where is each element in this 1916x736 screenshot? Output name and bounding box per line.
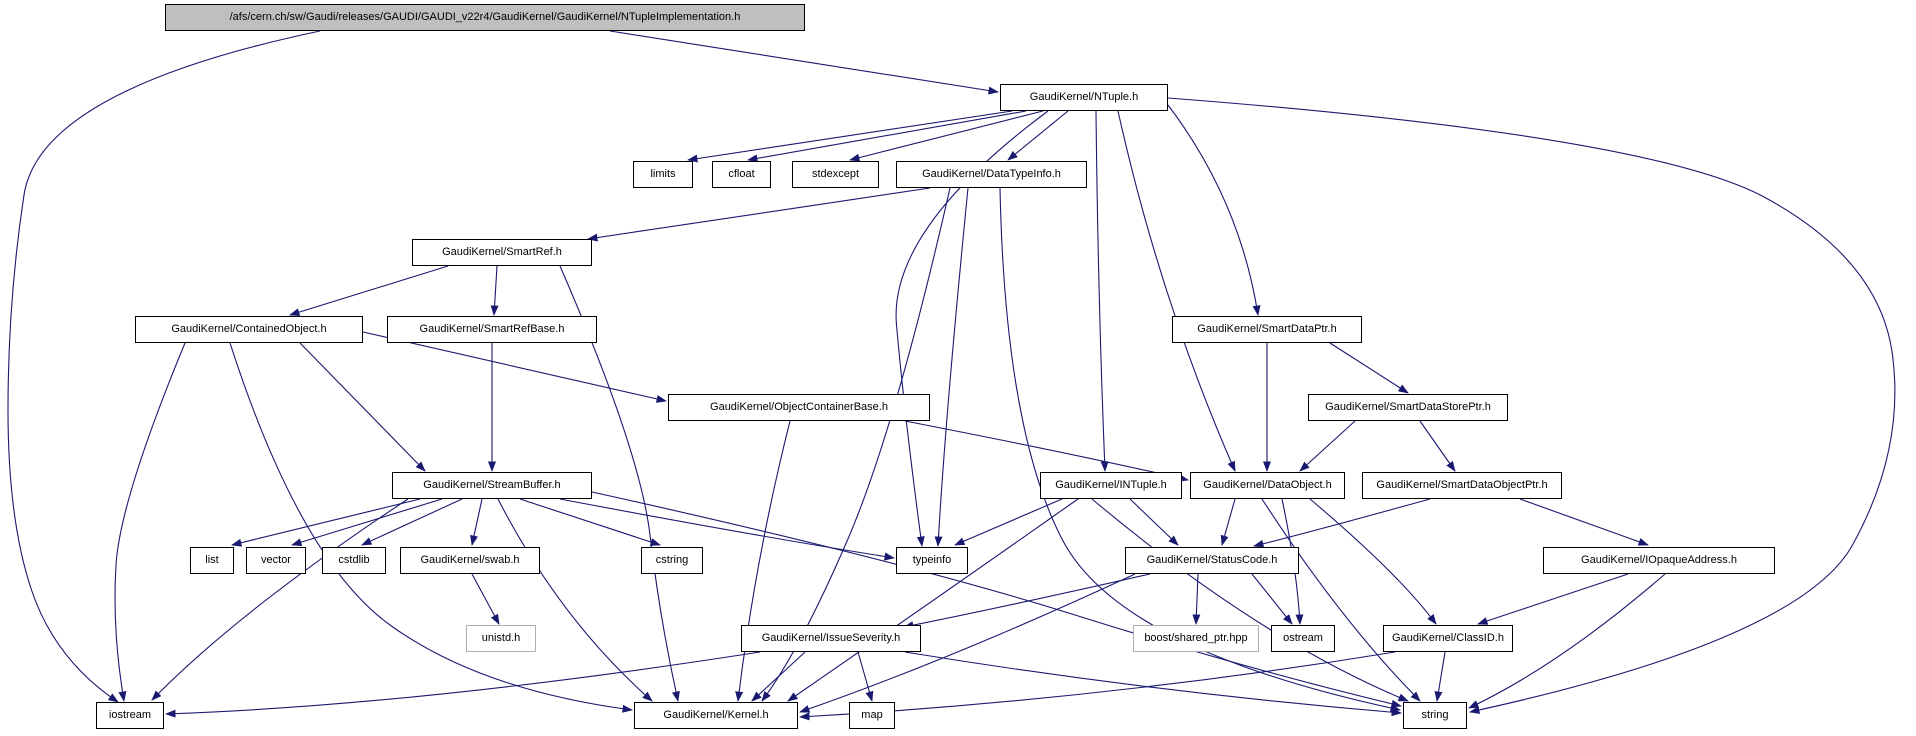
node-dataobject[interactable]: GaudiKernel/DataObject.h [1190,472,1345,499]
node-swab[interactable]: GaudiKernel/swab.h [400,547,540,574]
edge-root-iostream [8,31,320,702]
edge-smartdatastoreptr-smartdataobjectptr [1420,421,1455,471]
edge-smartref-containedobject [290,266,448,315]
edge-dataobject-string [1262,499,1420,701]
edge-ntuple-cfloat [748,111,1026,160]
edge-issueseverity-map [858,652,872,701]
node-objectcontainerbase[interactable]: GaudiKernel/ObjectContainerBase.h [668,394,930,421]
node-issueseverity[interactable]: GaudiKernel/IssueSeverity.h [741,625,921,652]
edge-statuscode-ostream [1252,574,1292,624]
edge-smartdataobjectptr-iopaqueaddress [1520,499,1648,545]
node-limits: limits [633,161,693,188]
node-ostream: ostream [1271,625,1335,652]
edge-smartdataobjectptr-statuscode [1254,499,1430,546]
edge-intuple-string [1092,499,1408,701]
node-map: map [849,702,895,729]
node-streambuffer[interactable]: GaudiKernel/StreamBuffer.h [392,472,592,499]
edge-ntuple-string [1168,98,1895,712]
edge-containedobject-streambuffer [300,343,425,471]
node-string: string [1403,702,1467,729]
edge-datatypeinfo-typeinfo [938,188,968,546]
node-smartrefbase[interactable]: GaudiKernel/SmartRefBase.h [387,316,597,343]
node-containedobject[interactable]: GaudiKernel/ContainedObject.h [135,316,363,343]
node-unistd: unistd.h [466,625,536,652]
node-vector: vector [246,547,306,574]
edge-ntuple-smartdataptr [1168,105,1258,315]
edge-streambuffer-iostream [152,499,408,700]
edge-intuple-statuscode [1130,499,1178,545]
edge-smartdatastoreptr-dataobject [1300,421,1355,471]
edge-root-ntuple [610,31,998,92]
node-intuple[interactable]: GaudiKernel/INTuple.h [1040,472,1182,499]
node-cfloat: cfloat [712,161,771,188]
edge-iopaqueaddress-classid [1478,574,1628,624]
node-classid[interactable]: GaudiKernel/ClassID.h [1383,625,1513,652]
edge-ntuple-limits [688,111,1012,160]
node-root: /afs/cern.ch/sw/Gaudi/releases/GAUDI/GAUDI_v22r4/GaudiKernel/GaudiKernel/NTupleImplementation.h [165,4,805,31]
edge-issueseverity-kernel [752,652,805,701]
edge-containedobject-iostream [115,343,185,701]
node-statuscode[interactable]: GaudiKernel/StatusCode.h [1125,547,1299,574]
edge-ntuple-intuple [1096,111,1105,471]
node-stdexcept: stdexcept [792,161,879,188]
edge-objectcontainerbase-kernel [738,421,790,701]
node-boost: boost/shared_ptr.hpp [1133,625,1259,652]
edge-streambuffer-list [232,499,420,545]
edge-smartref-smartrefbase [494,266,497,315]
node-ntuple[interactable]: GaudiKernel/NTuple.h [1000,84,1168,111]
edge-streambuffer-cstring [520,499,660,545]
node-smartdataptr[interactable]: GaudiKernel/SmartDataPtr.h [1172,316,1362,343]
edge-swab-unistd [472,574,499,624]
edge-dataobject-classid [1310,499,1436,624]
edge-streambuffer-vector [292,499,442,545]
edge-ntuple-dataobject [1118,111,1235,471]
edge-containedobject-kernel [230,343,632,710]
edge-streambuffer-swab [472,499,482,545]
node-cstring: cstring [641,547,703,574]
edge-smartdataptr-smartdatastoreptr [1330,343,1408,393]
node-smartref[interactable]: GaudiKernel/SmartRef.h [412,239,592,266]
edge-statuscode-boost [1196,574,1198,624]
node-kernel[interactable]: GaudiKernel/Kernel.h [634,702,798,729]
node-datatypeinfo[interactable]: GaudiKernel/DataTypeInfo.h [896,161,1087,188]
node-list: list [190,547,234,574]
node-iostream: iostream [96,702,164,729]
node-iopaqueaddress[interactable]: GaudiKernel/IOpaqueAddress.h [1543,547,1775,574]
node-smartdataobjectptr[interactable]: GaudiKernel/SmartDataObjectPtr.h [1362,472,1562,499]
edge-streambuffer-string [592,492,1401,706]
edge-ntuple-stdexcept [850,111,1043,160]
node-typeinfo: typeinfo [896,547,968,574]
edge-datatypeinfo-smartref [588,188,930,239]
edge-classid-string [1437,652,1445,701]
node-smartdatastoreptr[interactable]: GaudiKernel/SmartDataStorePtr.h [1308,394,1508,421]
edge-streambuffer-cstdlib [362,499,462,545]
node-cstdlib: cstdlib [322,547,386,574]
edge-dataobject-statuscode [1222,499,1235,545]
